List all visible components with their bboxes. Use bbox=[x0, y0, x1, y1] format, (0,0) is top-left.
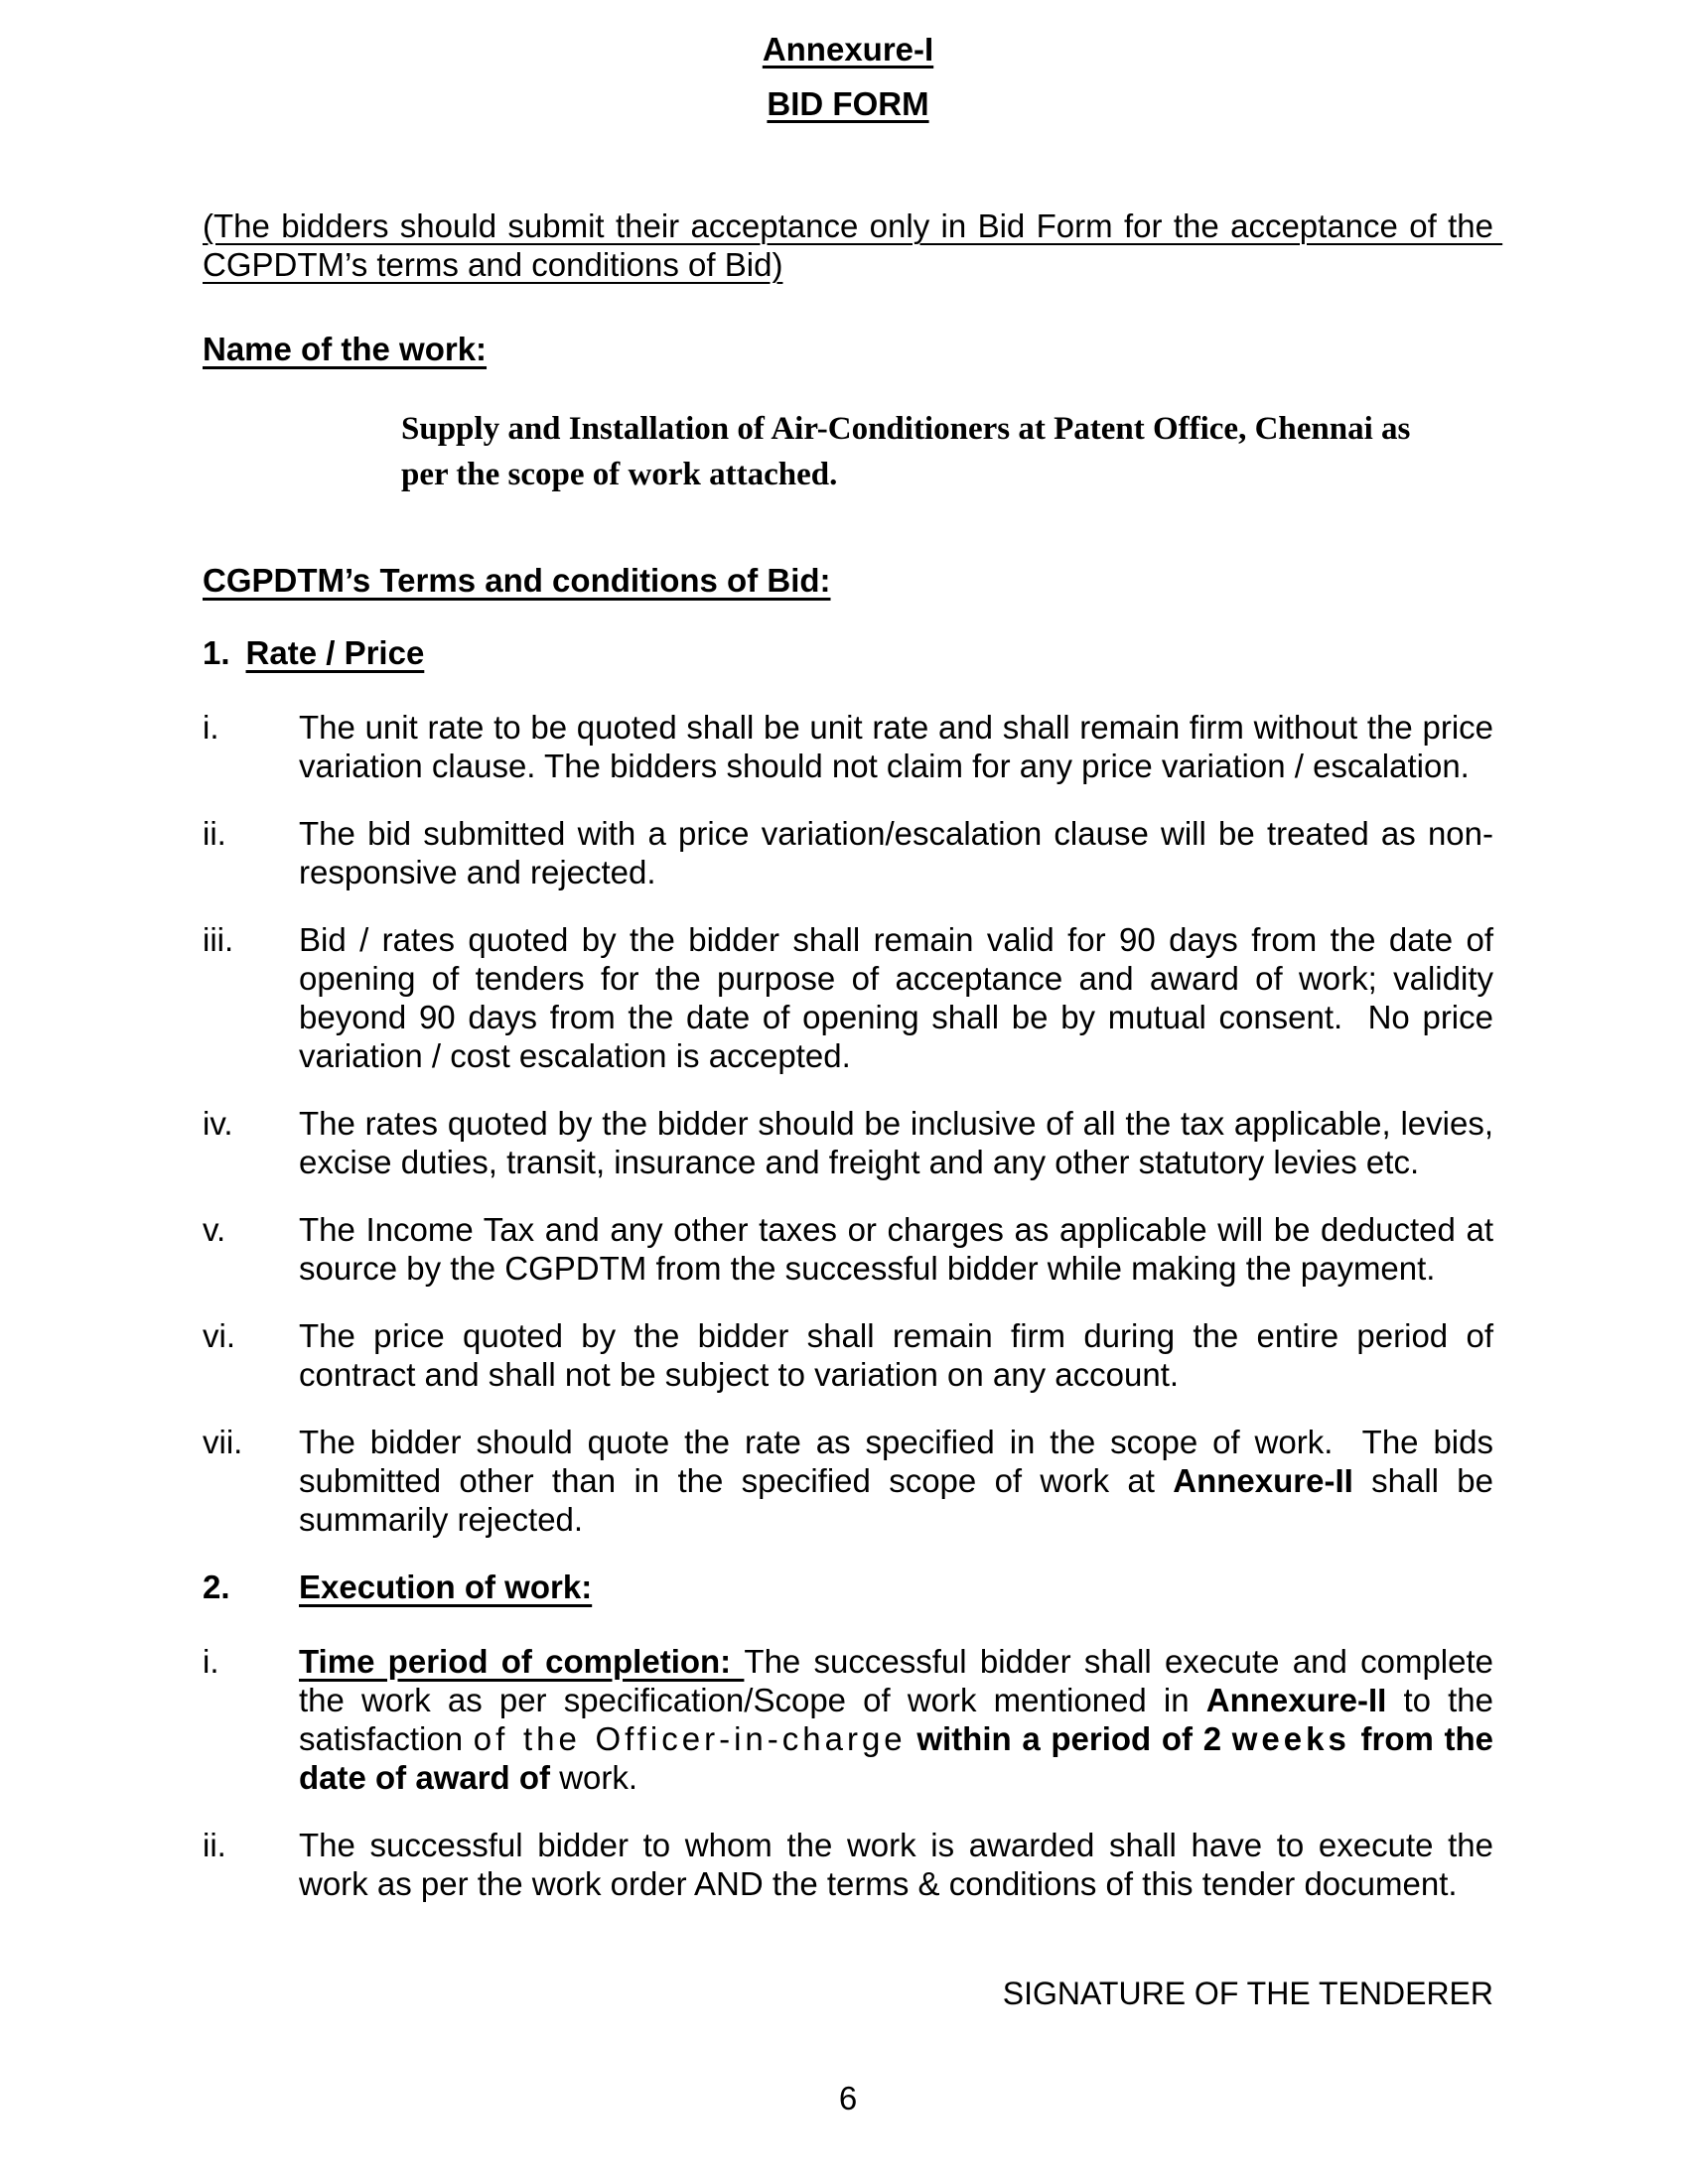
work-description-line-1: Supply and Installation of Air-Conditioners at Patent Office, Chennai as bbox=[401, 411, 1411, 447]
bid-form-title-text: BID FORM bbox=[767, 85, 929, 122]
item-marker: v. bbox=[203, 1211, 226, 1248]
term-item-2-ii bbox=[203, 1826, 1503, 1903]
page-number: 6 bbox=[838, 2080, 858, 2116]
term-item-1-v bbox=[203, 1210, 1503, 1288]
item-marker: vii. bbox=[203, 1424, 243, 1460]
section-2-number: 2. bbox=[203, 1569, 230, 1605]
annexure-title bbox=[203, 30, 1493, 68]
section-2-heading bbox=[203, 1568, 1493, 1606]
item-marker: iv. bbox=[203, 1105, 233, 1142]
item-marker: i. bbox=[203, 709, 219, 746]
item-text: Time period of completion: The successful bidder shall execute and complete the work as per specification/Scope of work mentioned in Annexure-II to the satisfaction of the Officer-in-charge within a period of 2 weeks from the date of award of work. bbox=[299, 1643, 1503, 1796]
item-text: The price quoted by the bidder shall remain firm during the entire period of contract and shall not be subject to variation on any account. bbox=[299, 1317, 1503, 1393]
work-description-line-2: per the scope of work attached. bbox=[401, 457, 838, 492]
bid-form-title bbox=[203, 84, 1493, 123]
term-item-1-iii bbox=[203, 920, 1503, 1075]
item-text: The Income Tax and any other taxes or charges as applicable will be deducted at source by the CGPDTM from the successful bidder while making the payment. bbox=[299, 1211, 1503, 1287]
term-item-1-iv bbox=[203, 1104, 1503, 1181]
item-text: The rates quoted by the bidder should be inclusive of all the tax applicable, levies, excise duties, transit, insurance and freight and any other statutory levies etc. bbox=[299, 1105, 1503, 1180]
item-text: The unit rate to be quoted shall be unit rate and shall remain firm without the price variation clause. The bidders should not claim for any price variation / escalation. bbox=[299, 709, 1503, 784]
item-marker: ii. bbox=[203, 815, 226, 852]
signature-line: SIGNATURE OF THE TENDERER bbox=[1002, 1976, 1493, 2011]
item-text: The bidder should quote the rate as specified in the scope of work. The bids submitted other than in the specified scope of work at Annexure-II shall be summarily rejected. bbox=[299, 1424, 1503, 1538]
item-marker: vi. bbox=[203, 1317, 235, 1354]
name-of-work-label: Name of the work: bbox=[203, 331, 488, 367]
annexure-title-text: Annexure-I bbox=[762, 31, 934, 68]
item-text: The successful bidder to whom the work is awarded shall have to execute the work as per the work order AND the terms & conditions of this tender document. bbox=[299, 1827, 1503, 1902]
term-item-1-ii bbox=[203, 814, 1493, 891]
item-marker: ii. bbox=[203, 1827, 226, 1863]
item-marker: iii. bbox=[203, 921, 234, 958]
work-description bbox=[401, 406, 1493, 497]
section-2-title: Execution of work: bbox=[299, 1569, 593, 1605]
intro-note: (The bidders should submit their acceptance only in Bid Form for the acceptance of the CGPDTM’s terms and conditions of Bid) bbox=[203, 207, 1503, 283]
term-item-1-i bbox=[203, 708, 1503, 785]
item-text: The bid submitted with a price variation/escalation clause will be treated as non-responsive and rejected. bbox=[299, 815, 1493, 890]
item-text: Bid / rates quoted by the bidder shall remain valid for 90 days from the date of opening of tenders for the purpose of acceptance and award of work; validity beyond 90 days from the date of opening shall be by mutual consent. No price variation / cost escalation is accepted. bbox=[299, 921, 1503, 1074]
section-1-heading bbox=[203, 633, 1493, 672]
term-item-2-i bbox=[203, 1642, 1503, 1797]
term-item-1-vi bbox=[203, 1316, 1503, 1394]
item-marker: i. bbox=[203, 1643, 219, 1680]
section-1-title: Rate / Price bbox=[245, 634, 425, 671]
section-1-number: 1. bbox=[203, 634, 230, 671]
term-item-1-vii bbox=[203, 1423, 1503, 1539]
terms-heading: CGPDTM’s Terms and conditions of Bid: bbox=[203, 562, 831, 599]
